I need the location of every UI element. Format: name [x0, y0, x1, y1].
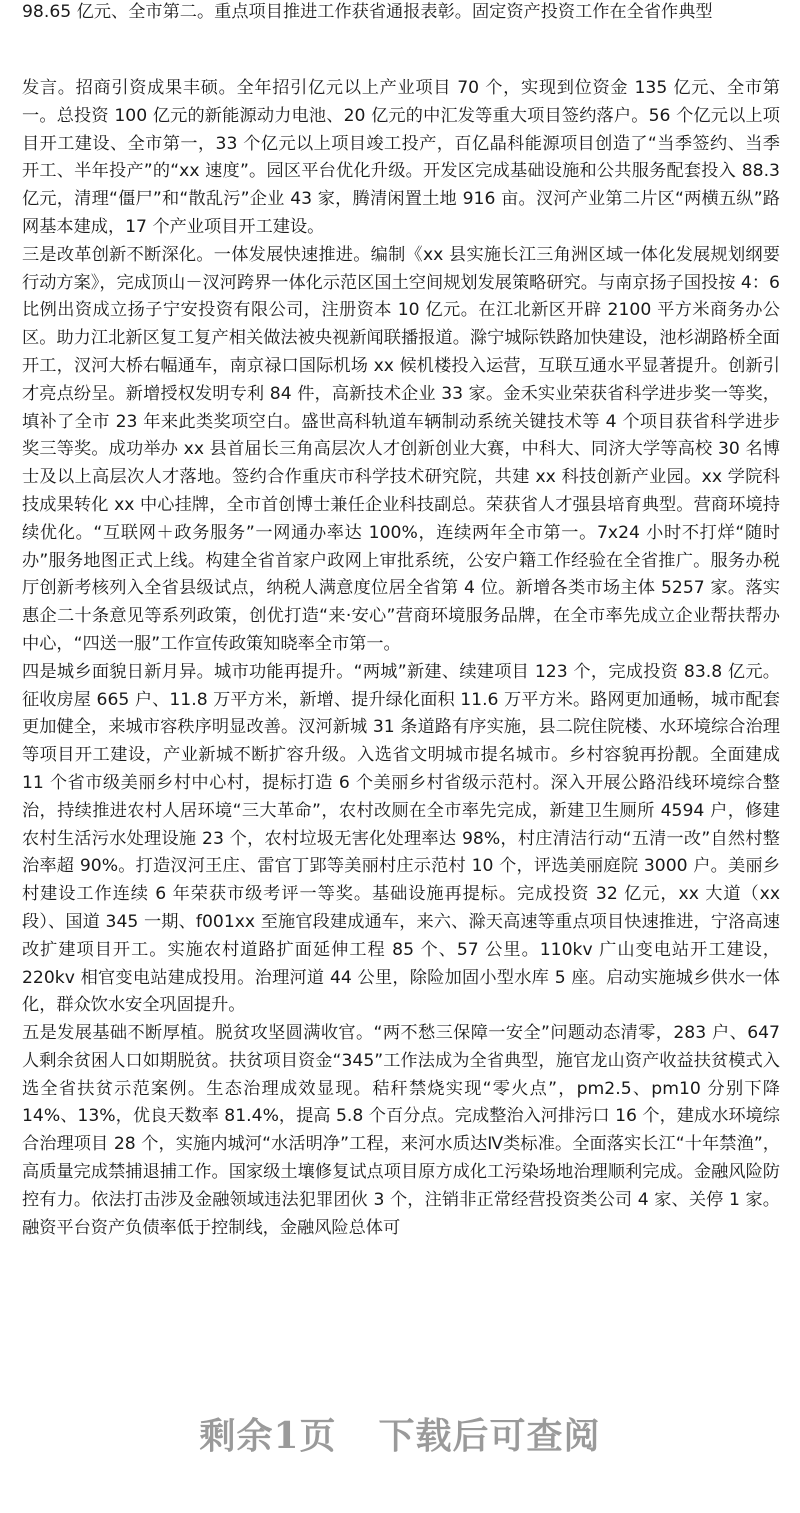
- document-body: [22, 75, 780, 1242]
- download-to-view-text: 下载后可查阅: [378, 1415, 601, 1457]
- paragraph-reform-innovation: 三是改革创新不断深化。一体发展快速推进。编制《xx 县实施长江三角洲区域一体化发展规划纲要行动方案》，完成顶山－汊河跨界一体化示范区国土空间规划发展策略研究。与南京扬子国投按 4：6 比例出资成立扬子宁安投资有限公司，注册资本 10 亿元。在江北新区开辟 2100 平方米商务办公区。助力江北新区复工复产相关做法被央视新闻联播报道。滁宁城际铁路加快建设，池杉湖路桥全面开工，汊河大桥右幅通车，南京禄口国际机场 xx 候机楼投入运营，互联互通水平显著提升。创新引才亮点纷呈。新增授权发明专利 84 件，高新技术企业 33 家。金禾实业荣获省科学进步奖一等奖，填补了全市 23 年来此类奖项空白。盛世高科轨道车辆制动系统关键技术等 4 个项目获省科学进步奖三等奖。成功举办 xx 县首届长三角高层次人才创新创业大赛，中科大、同济大学等高校 30 名博士及以上高层次人才落地。签约合作重庆市科学技术研究院，共建 xx 科技创新产业园。xx 学院科技成果转化 xx 中心挂牌，全市首创博士兼任企业科技副总。荣获省人才强县培育典型。营商环境持续优化。“互联网＋政务服务”一网通办率达 100%，连续两年全市第一。7x24 小时不打烊“随时办”服务地图正式上线。构建全省首家户政网上审批系统，公安户籍工作经验在全省推广。服务办税厅创新考核列入全省县级试点，纳税人满意度位居全省第 4 位。新增各类市场主体 5257 家。落实惠企二十条意见等系列政策，创优打造“来·安心”营商环境服务品牌，在全市率先成立企业帮扶帮办中心，“四送一服”工作宣传政策知晓率全市第一。: [22, 244, 780, 654]
- paragraph-development-base: 五是发展基础不断厚植。脱贫攻坚圆满收官。“两不愁三保障一安全”问题动态清零，283 户、647 人剩余贫困人口如期脱贫。扶贫项目资金“345”工作法成为全省典型，施官龙山资产收益扶贫模式入选全省扶贫示范案例。生态治理成效显现。秸秆禁烧实现“零火点”，pm2.5、pm10 分别下降 14%、13%，优良天数率 81.4%，提高 5.8 个百分点。完成整治入河排污口 16 个，建成水环境综合治理项目 28 个，实施内城河“水活明净”工程，来河水质达Ⅳ类标准。全面落实长江“十年禁渔”，高质量完成禁捕退捕工作。国家级土壤修复试点项目原方成化工污染场地治理顺利完成。金融风险防控有力。依法打击涉及金融领域违法犯罪团伙 3 个，注销非正常经营投资类公司 4 家、关停 1 家。融资平台资产负债率低于控制线，金融风险总体可: [22, 1023, 780, 1238]
- remaining-pages-text: 剩余1页: [199, 1415, 337, 1457]
- remaining-pages-banner[interactable]: [0, 1408, 800, 1459]
- paragraph-urban-rural: 四是城乡面貌日新月异。城市功能再提升。“两城”新建、续建项目 123 个，完成投资 83.8 亿元。征收房屋 665 户、11.8 万平方米，新增、提升绿化面积 11.6 万平方米。路网更加通畅，城市配套更加健全，来城市容秩序明显改善。汊河新城 31 条道路有序实施，县二院住院楼、水环境综合治理等项目开工建设，产业新城不断扩容升级。入选省文明城市提名城市。乡村容貌再扮靓。全面建成 11 个省市级美丽乡村中心村，提标打造 6 个美丽乡村省级示范村。深入开展公路沿线环境综合整治，持续推进农村人居环境“三大革命”，农村改厕在全市率先完成，新建卫生厕所 4594 户，修建农村生活污水处理设施 23 个，农村垃圾无害化处理率达 98%，村庄清洁行动“五清一改”自然村整治率超 90%。打造汊河王庄、雷官丁郢等美丽村庄示范村 10 个，评选美丽庭院 3000 户。美丽乡村建设工作连续 6 年荣获市级考评一等奖。基础设施再提标。完成投资 32 亿元，xx 大道（xx 段）、国道 345 一期、f001xx 至施官段建成通车，来六、滁天高速等重点项目快速推进，宁洛高速改扩建项目开工。实施农村道路扩面延伸工程 85 个、57 公里。110kv 广山变电站开工建设，220kv 相官变电站建成投用。治理河道 44 公里，除险加固小型水库 5 座。启动实施城乡供水一体化，群众饮水安全巩固提升。: [22, 661, 780, 1016]
- paragraph-investment: 发言。招商引资成果丰硕。全年招引亿元以上产业项目 70 个，实现到位资金 135 亿元、全市第一。总投资 100 亿元的新能源动力电池、20 亿元的中汇发等重大项目签约落户。56 个亿元以上项目开工建设、全市第一，33 个亿元以上项目竣工投产，百亿晶科能源项目创造了“当季签约、当季开工、半年投产”的“xx 速度”。园区平台优化升级。开发区完成基础设施和公共服务配套投入 88.3 亿元，清理“僵尸”和“散乱污”企业 43 家，腾清闲置土地 916 亩。汊河产业第二片区“两横五纵”路网基本建成，17 个产业项目开工建设。: [22, 78, 780, 237]
- document-top-line: 98.65 亿元、全市第二。重点项目推进工作获省通报表彰。固定资产投资工作在全省作典型: [22, 2, 713, 22]
